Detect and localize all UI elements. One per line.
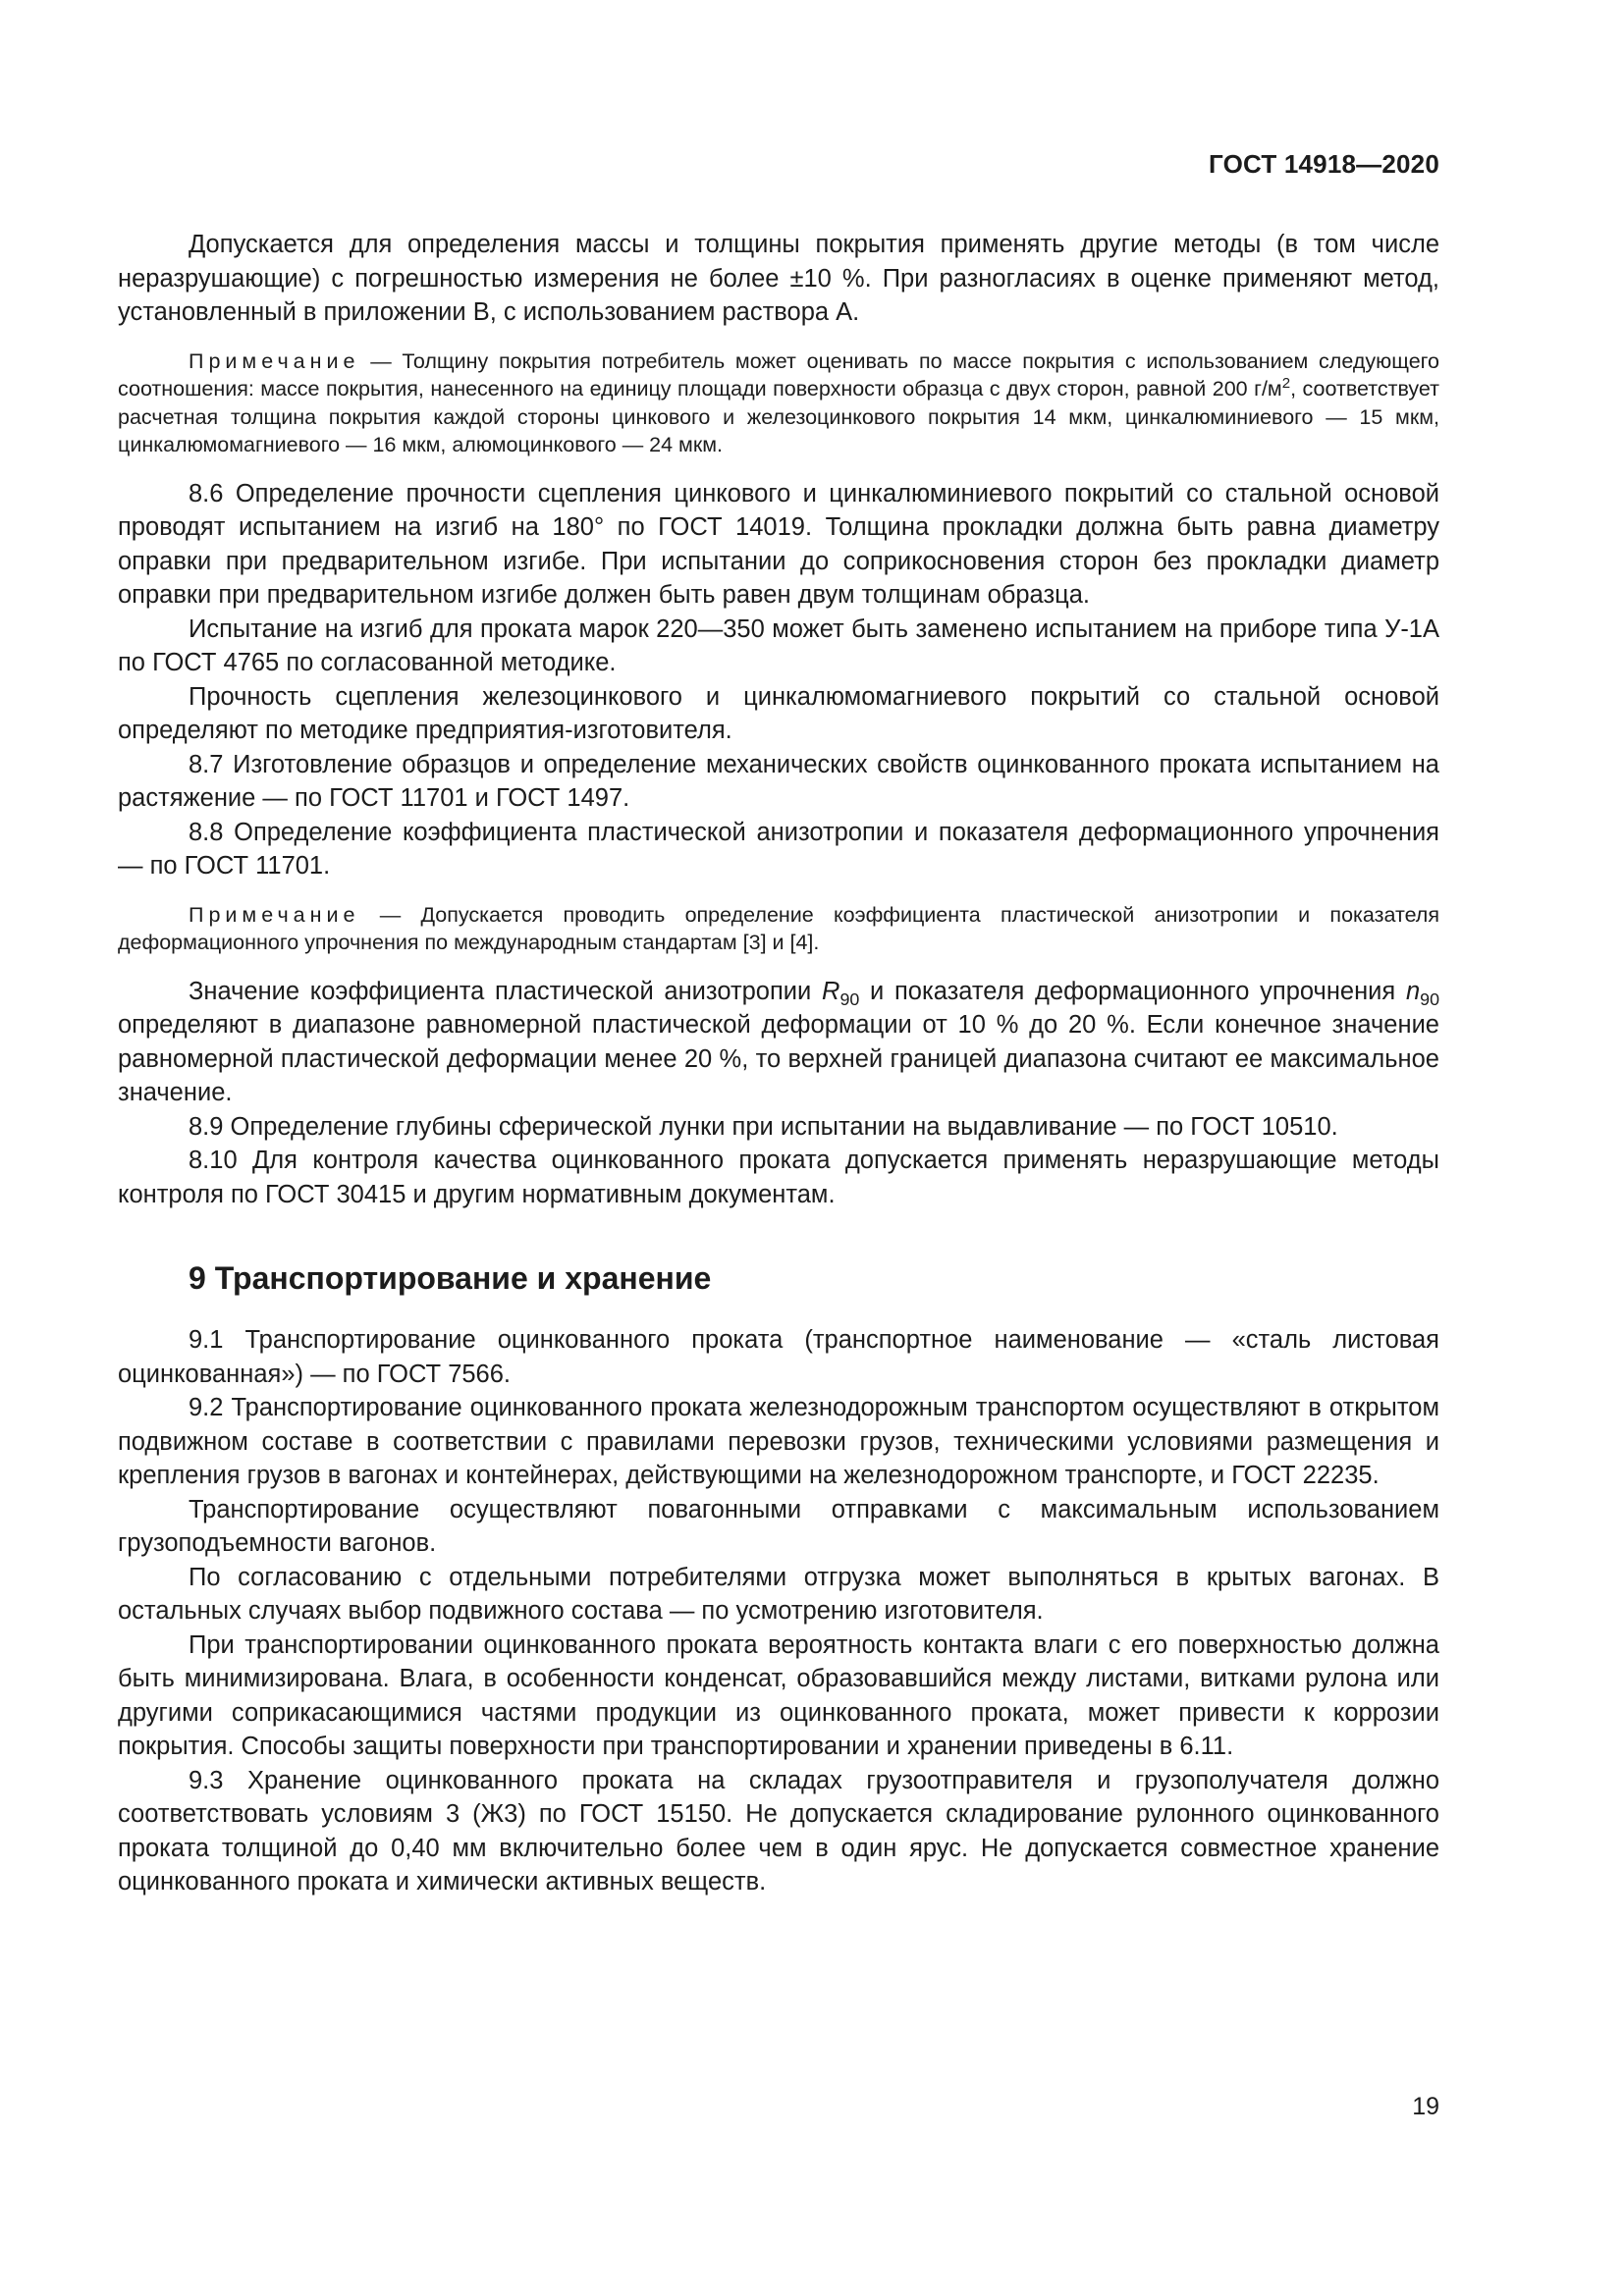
paragraph-8-7: 8.7 Изготовление образцов и определение механических свойств оцинкованного проката испытанием на растяжение — по ГОСТ 11701 и ГОСТ 1497. <box>118 750 1439 812</box>
text-segment: Значение коэффициента пластической анизотропии <box>189 977 823 1005</box>
note-label: Примечание <box>189 902 360 927</box>
paragraph-8-6-b: Испытание на изгиб для проката марок 220—350 может быть заменено испытанием на приборе типа У-1А по ГОСТ 4765 по согласованной методике. <box>118 614 1439 676</box>
section-9-heading: 9 Транспортирование и хранение <box>189 1260 712 1296</box>
paragraph-8-9: 8.9 Определение глубины сферической лунки при испытании на выдавливание — по ГОСТ 10510. <box>189 1112 1338 1141</box>
page-number: 19 <box>1412 2093 1439 2120</box>
paragraph-9-2-b: Транспортирование осуществляют повагонными отправками с максимальным использованием грузоподъемности вагонов. <box>118 1495 1439 1557</box>
superscript: 2 <box>1281 374 1291 392</box>
paragraph-8-10: 8.10 Для контроля качества оцинкованного проката допускается применять неразрушающие методы контроля по ГОСТ 30415 и другим нормативным документам. <box>118 1147 1439 1208</box>
text-segment: и показателя деформационного упрочнения <box>859 977 1406 1005</box>
paragraph-9-1: 9.1 Транспортирование оцинкованного проката (транспортное наименование — «сталь листовая оцинкованная») — по ГОСТ 7566. <box>118 1326 1439 1388</box>
note-label: Примечание <box>189 348 360 373</box>
note-international-standards <box>118 901 1439 957</box>
document-body <box>118 228 1439 1899</box>
paragraph-r90-n90 <box>118 975 1439 1110</box>
variable-r: R <box>822 977 840 1005</box>
paragraph-8-8: 8.8 Определение коэффициента пластической анизотропии и показателя деформационного упрочнения — по ГОСТ 11701. <box>118 818 1439 880</box>
paragraph-9-3: 9.3 Хранение оцинкованного проката на складах грузоотправителя и грузополучателя должно соответствовать условиям 3 (Ж3) по ГОСТ 15150. Не допускается складирование рулонного оцинкованного проката толщиной до 0,40 мм включительно более чем в один ярус. Не допускается совместное хранение оцинкованного проката и химически активных веществ. <box>118 1766 1439 1896</box>
paragraph-intro: Допускается для определения массы и толщины покрытия применять другие методы (в том числе неразрушающие) с погрешностью измерения не более ±10 %. При разногласиях в оценке применяют метод, установленный в приложении В, с использованием раствора А. <box>118 231 1439 326</box>
variable-n: n <box>1405 977 1421 1005</box>
note-text: — Допускается проводить определение коэффициента пластической анизотропии и показателя деформационного упрочнения по международным стандартам [3] и [4]. <box>118 902 1439 954</box>
document-code: ГОСТ 14918—2020 <box>1209 149 1439 179</box>
paragraph-9-2-d: При транспортировании оцинкованного проката вероятность контакта влаги с его поверхностью должна быть минимизирована. Влага, в особенности конденсат, образовавшийся между листами, витками рулона или другими соприкасающимися частями продукции из оцинкованного проката, может привести к коррозии покрытия. Способы защиты поверхности при транспортировании и хранении приведены в 6.11. <box>118 1630 1439 1760</box>
note-coating-thickness <box>118 347 1439 459</box>
paragraph-9-2-c: По согласованию с отдельными потребителями отгрузка может выполняться в крытых вагонах. В остальных случаях выбор подвижного состава — по усмотрению изготовителя. <box>118 1563 1439 1625</box>
note-text: — Толщину покрытия потребитель может оценивать по массе покрытия с использованием следующего соотношения: массе покрытия, нанесенного на единицу площади поверхности образца с двух сторон, равной 200 г/м <box>118 348 1439 400</box>
paragraph-8-6-c: Прочность сцепления железоцинкового и цинкалюмомагниевого покрытий со стальной основой определяют по методике предприятия-изготовителя. <box>118 682 1439 744</box>
note-text-continued: , соответствует расчетная толщина покрытия каждой стороны цинкового и железоцинкового покрытия 14 мкм, цинкалюминиевого — 15 мкм, цинкалюмомагниевого — 16 мкм, алюмоцинкового — 24 мкм. <box>118 377 1439 456</box>
subscript: 90 <box>1420 988 1440 1009</box>
subscript: 90 <box>839 988 860 1009</box>
paragraph-9-2: 9.2 Транспортирование оцинкованного проката железнодорожным транспортом осуществляют в открытом подвижном составе в соответствии с правилами перевозки грузов, техническими условиями размещения и крепления грузов в вагонах и контейнерах, действующими на железнодорожном транспорте, и ГОСТ 22235. <box>118 1394 1439 1489</box>
paragraph-8-6: 8.6 Определение прочности сцепления цинкового и цинкалюминиевого покрытий со стальной основой проводят испытанием на изгиб на 180° по ГОСТ 14019. Толщина прокладки должна быть равна диаметру оправки при предварительном изгибе. При испытании до соприкосновения сторон без прокладки диаметр оправки при предварительном изгибе должен быть равен двум толщинам образца. <box>118 479 1439 609</box>
text-segment: определяют в диапазоне равномерной пластической деформации от 10 % до 20 %. Если конечное значение равномерной пластической деформации менее 20 %, то верхней границей диапазона считают ее максимальное значение. <box>118 1011 1439 1106</box>
